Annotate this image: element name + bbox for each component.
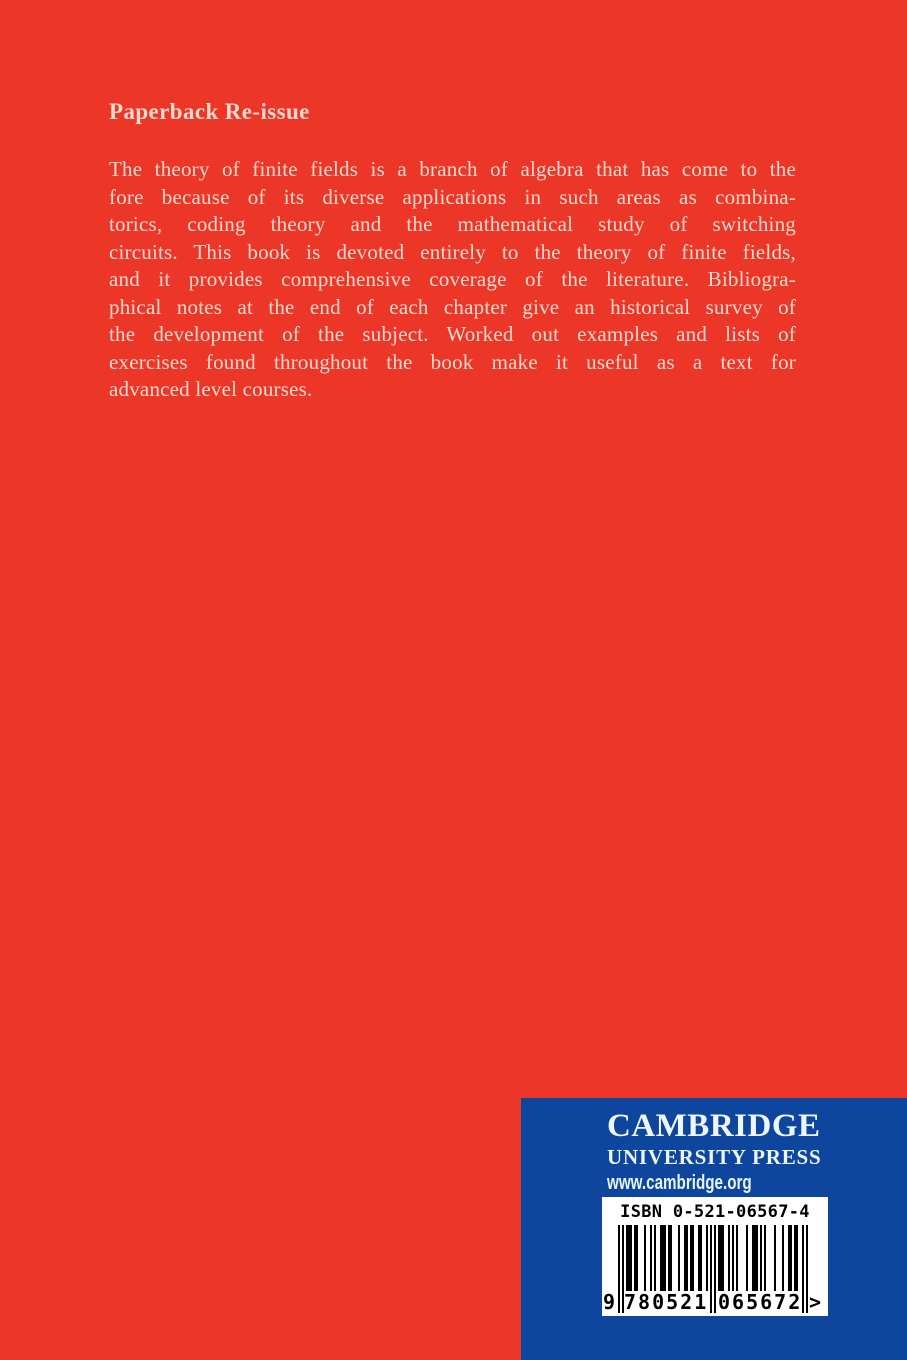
barcode-module xyxy=(806,1225,808,1313)
book-description xyxy=(109,156,796,404)
description-line: torics, coding theory and the mathematical study of switching xyxy=(109,212,796,236)
publisher-website: www.cambridge.org xyxy=(607,1172,752,1194)
description-line: advanced level courses. xyxy=(109,377,313,401)
publisher-logo xyxy=(607,1110,822,1194)
publisher-panel xyxy=(521,1098,907,1360)
isbn-label: ISBN 0-521-06567-4 xyxy=(620,1202,810,1222)
description-line: exercises found throughout the book make it useful as a text for xyxy=(109,349,796,374)
publisher-name: CAMBRIDGE xyxy=(607,1108,821,1144)
description-line: and it provides comprehensive coverage of the literature. Bibliogra- xyxy=(109,267,796,291)
description-line: circuits. This book is devoted entirely to the theory of finite fields, xyxy=(109,239,796,264)
description-line: The theory of finite fields is a branch of algebra that has come to the xyxy=(109,157,796,181)
description-line: fore because of its diverse applications in such areas as combina- xyxy=(109,184,796,209)
isbn-barcode-box xyxy=(602,1197,828,1316)
barcode-trailer: > xyxy=(809,1290,822,1314)
edition-heading: Paperback Re-issue xyxy=(109,99,310,124)
ean13-barcode xyxy=(603,1225,822,1315)
barcode-digits-left: 780521 xyxy=(624,1290,709,1314)
barcode-digit-lead: 9 xyxy=(603,1290,616,1314)
description-line: the development of the subject. Worked out examples and lists of xyxy=(109,322,796,346)
barcode-digits-right: 065672 xyxy=(718,1290,803,1314)
publisher-subname: UNIVERSITY PRESS xyxy=(607,1145,822,1169)
description-line: phical notes at the end of each chapter give an historical survey of xyxy=(109,294,796,319)
